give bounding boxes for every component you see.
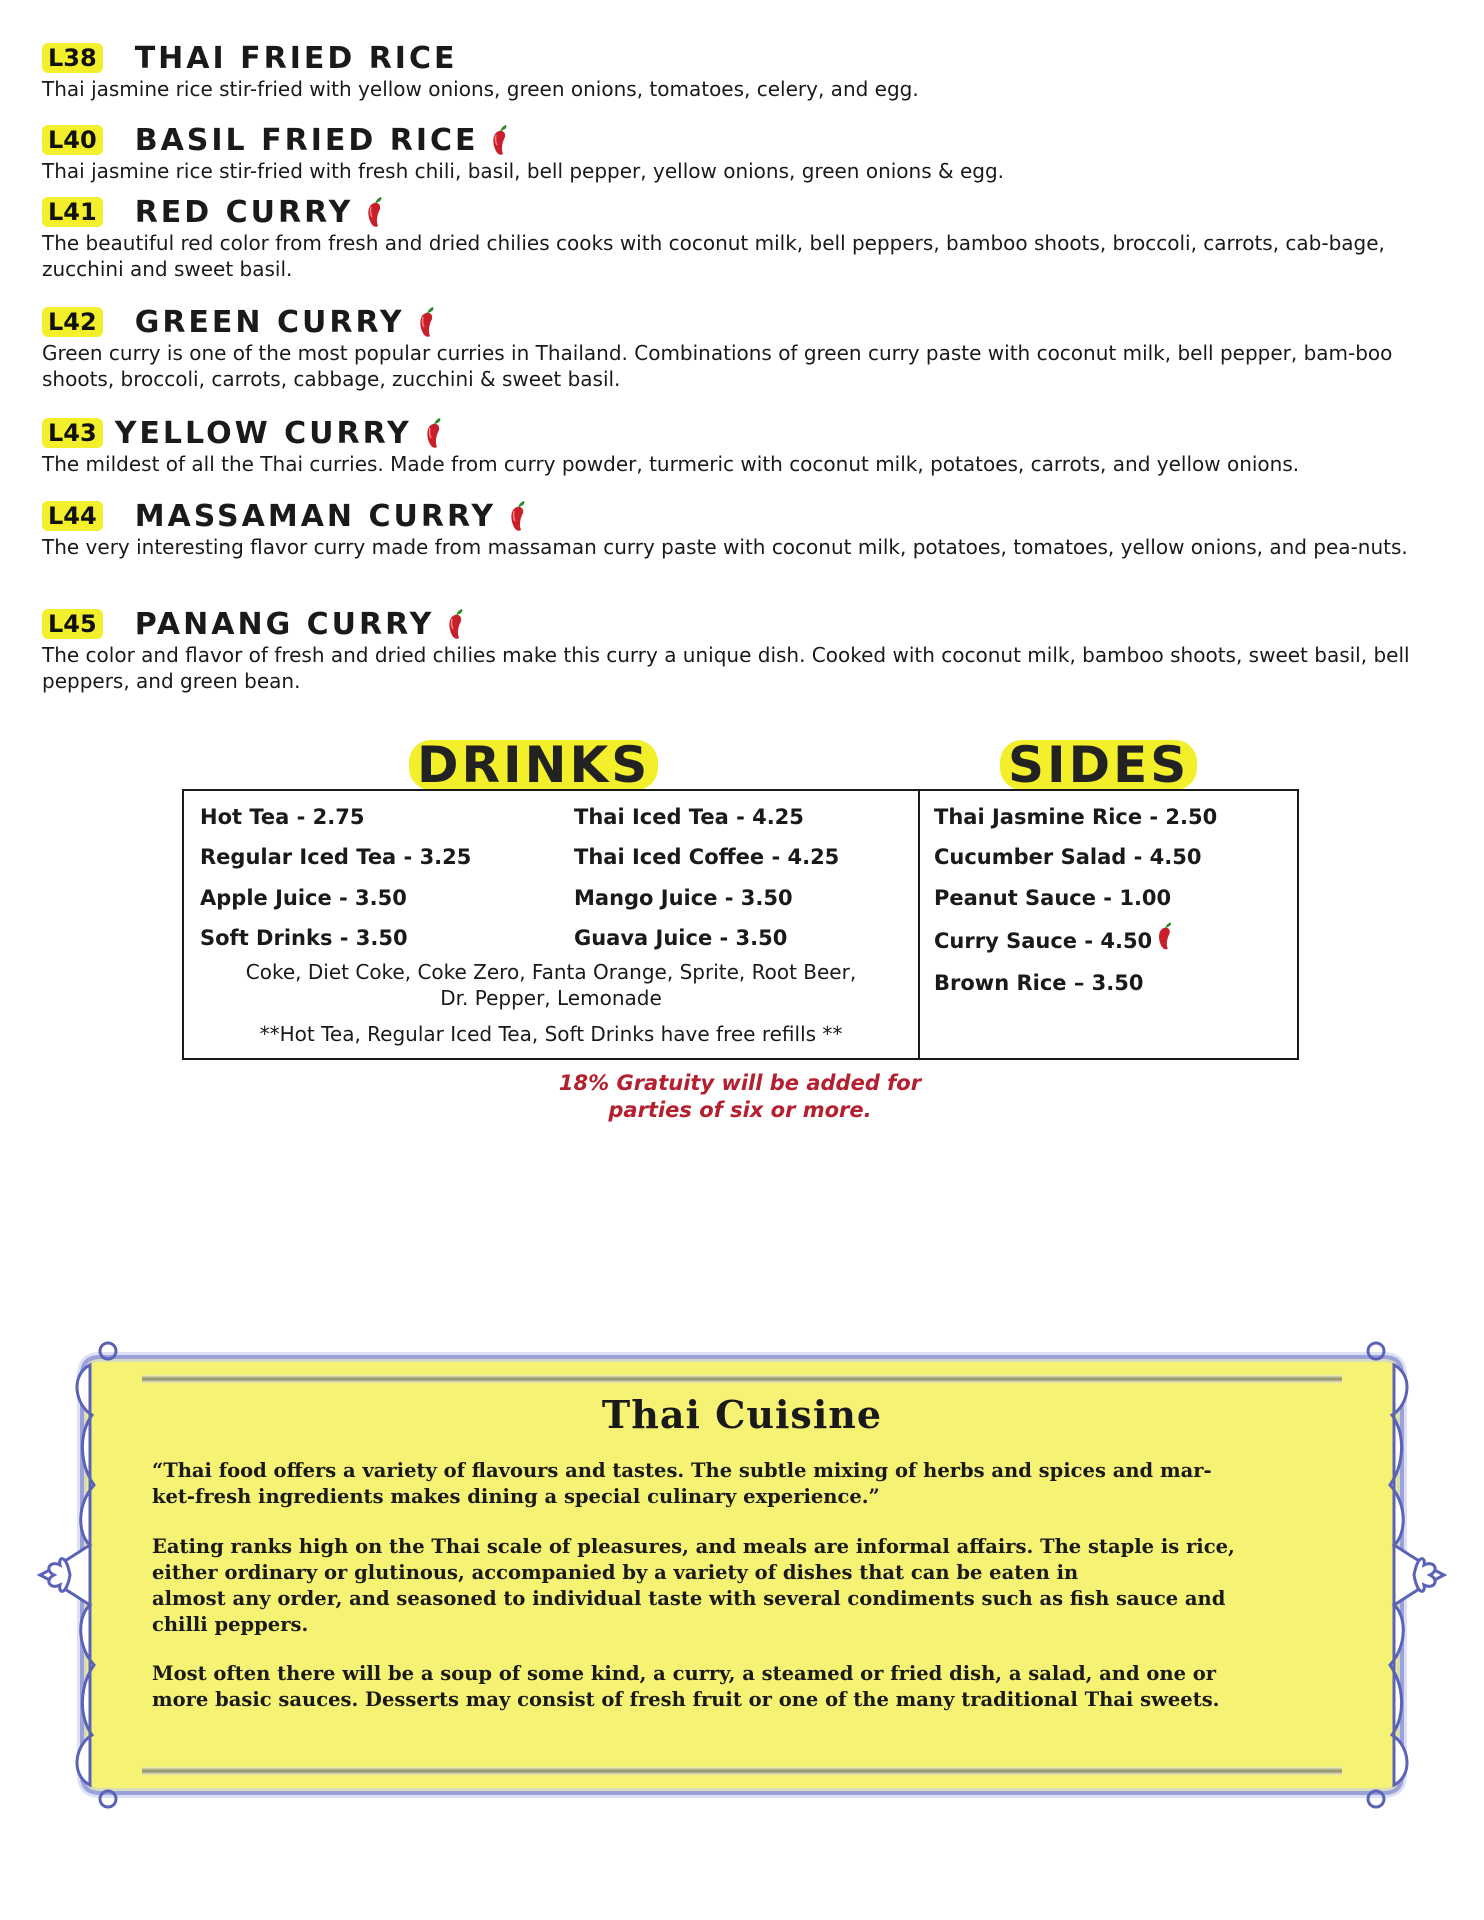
gratuity-line: parties of six or more. (608, 1098, 872, 1122)
text-line: Most often there will be a soup of some kind, a curry, a steamed or fried dish, a salad, and one or (152, 1662, 1217, 1685)
menu-item-l45 (42, 604, 1442, 694)
cuisine-paragraph-2 (152, 1534, 1337, 1638)
item-code: L45 (42, 609, 103, 639)
item-description: Thai jasmine rice stir-fried with yellow onions, green onions, tomatoes, celery, and egg. (42, 77, 919, 101)
item-name: PANANG CURRY (134, 606, 435, 642)
drink-item: Thai Iced Coffee - 4.25 (574, 845, 840, 869)
chili-pepper-icon (508, 499, 530, 533)
chili-pepper-icon (365, 195, 387, 229)
chili-pepper-icon (446, 607, 468, 641)
item-description: Thai jasmine rice stir-fried with fresh chili, basil, bell pepper, yellow onions, green onions & egg. (42, 159, 1005, 183)
item-name: THAI FRIED RICE (134, 40, 458, 76)
item-description: The very interesting flavor curry made from massaman curry paste with coconut milk, potatoes, tomatoes, yellow onions, and pea-nuts. (42, 535, 1408, 559)
menu-item-l42 (42, 302, 1442, 392)
item-description: The mildest of all the Thai curries. Made from curry powder, turmeric with coconut milk, potatoes, carrots, and yellow onions. (42, 452, 1300, 476)
menu-item-l44 (42, 496, 1442, 560)
drinks-heading: DRINKS (409, 740, 658, 790)
drink-item: Regular Iced Tea - 3.25 (200, 845, 472, 869)
drink-item: Apple Juice - 3.50 (200, 886, 407, 910)
cuisine-paragraph-1 (152, 1458, 1337, 1510)
item-code: L41 (42, 197, 103, 227)
text-line: almost any order, and seasoned to individual taste with several condiments such as fish sauce and (152, 1587, 1226, 1610)
column-divider (918, 791, 920, 1058)
menu-item-l43 (42, 413, 1442, 477)
cuisine-paragraph-3 (152, 1661, 1337, 1713)
drink-item: Soft Drinks - 3.50 (200, 926, 408, 950)
item-name: YELLOW CURRY (114, 415, 412, 451)
side-item: Thai Jasmine Rice - 2.50 (934, 805, 1218, 829)
drink-item: Thai Iced Tea - 4.25 (574, 805, 804, 829)
item-code: L44 (42, 501, 103, 531)
item-code: L42 (42, 307, 103, 337)
item-description: The color and flavor of fresh and dried chilies make this curry a unique dish. Cooked with coconut milk, bamboo shoots, sweet basil, bell peppers, and green bean. (42, 643, 1410, 693)
chili-pepper-icon (490, 123, 512, 157)
menu-item-l40 (42, 120, 1442, 184)
item-code: L40 (42, 125, 103, 155)
item-name: GREEN CURRY (134, 304, 405, 340)
sides-heading: SIDES (1000, 740, 1197, 790)
soft-drink-list: Coke, Diet Coke, Coke Zero, Fanta Orange, Sprite, Root Beer, (245, 960, 857, 984)
drinks-sides-box (182, 789, 1299, 1060)
item-code: L38 (42, 43, 103, 73)
menu-item-l41 (42, 192, 1442, 282)
text-line: more basic sauces. Desserts may consist of fresh fruit or one of the many traditional Thai sweets. (152, 1688, 1220, 1711)
gratuity-note (440, 1070, 1040, 1124)
item-description: The beautiful red color from fresh and dried chilies cooks with coconut milk, bell peppers, bamboo shoots, broccoli, carrots, cab-bage, zucchini and sweet basil. (42, 231, 1385, 281)
chili-pepper-icon (424, 416, 446, 450)
side-item: Peanut Sauce - 1.00 (934, 886, 1172, 910)
menu-item-l38 (42, 38, 1442, 102)
item-code: L43 (42, 418, 103, 448)
side-item-label: Curry Sauce - 4.50 (934, 929, 1153, 953)
item-name: RED CURRY (134, 194, 354, 230)
item-name: MASSAMAN CURRY (134, 498, 497, 534)
cuisine-title: Thai Cuisine (601, 1392, 883, 1437)
chili-pepper-icon (417, 305, 439, 339)
side-item: Brown Rice – 3.50 (934, 971, 1144, 995)
gratuity-line: 18% Gratuity will be added for (558, 1071, 922, 1095)
drink-item: Hot Tea - 2.75 (200, 805, 365, 829)
item-description: Green curry is one of the most popular curries in Thailand. Combinations of green curry paste with coconut milk, bell pepper, bam-boo shoots, broccoli, carrots, cabbage, zucchini & sweet basil. (42, 341, 1393, 391)
drink-item: Guava Juice - 3.50 (574, 926, 788, 950)
refill-note: **Hot Tea, Regular Iced Tea, Soft Drinks have free refills ** (259, 1022, 843, 1046)
soft-drink-list: Dr. Pepper, Lemonade (440, 986, 662, 1010)
item-name: BASIL FRIED RICE (134, 122, 479, 158)
text-line: Eating ranks high on the Thai scale of pleasures, and meals are informal affairs. The staple is rice, (152, 1535, 1235, 1558)
text-line: “Thai food offers a variety of flavours and tastes. The subtle mixing of herbs and spices and mar- (152, 1459, 1212, 1482)
chili-pepper-icon (1156, 920, 1176, 952)
text-line: either ordinary or glutinous, accompanied by a variety of dishes that can be eaten in (152, 1561, 1079, 1584)
side-item (934, 927, 1176, 955)
text-line: chilli peppers. (152, 1613, 309, 1636)
side-item: Cucumber Salad - 4.50 (934, 845, 1202, 869)
drink-item: Mango Juice - 3.50 (574, 886, 793, 910)
text-line: ket-fresh ingredients makes dining a special culinary experience.” (152, 1485, 880, 1508)
